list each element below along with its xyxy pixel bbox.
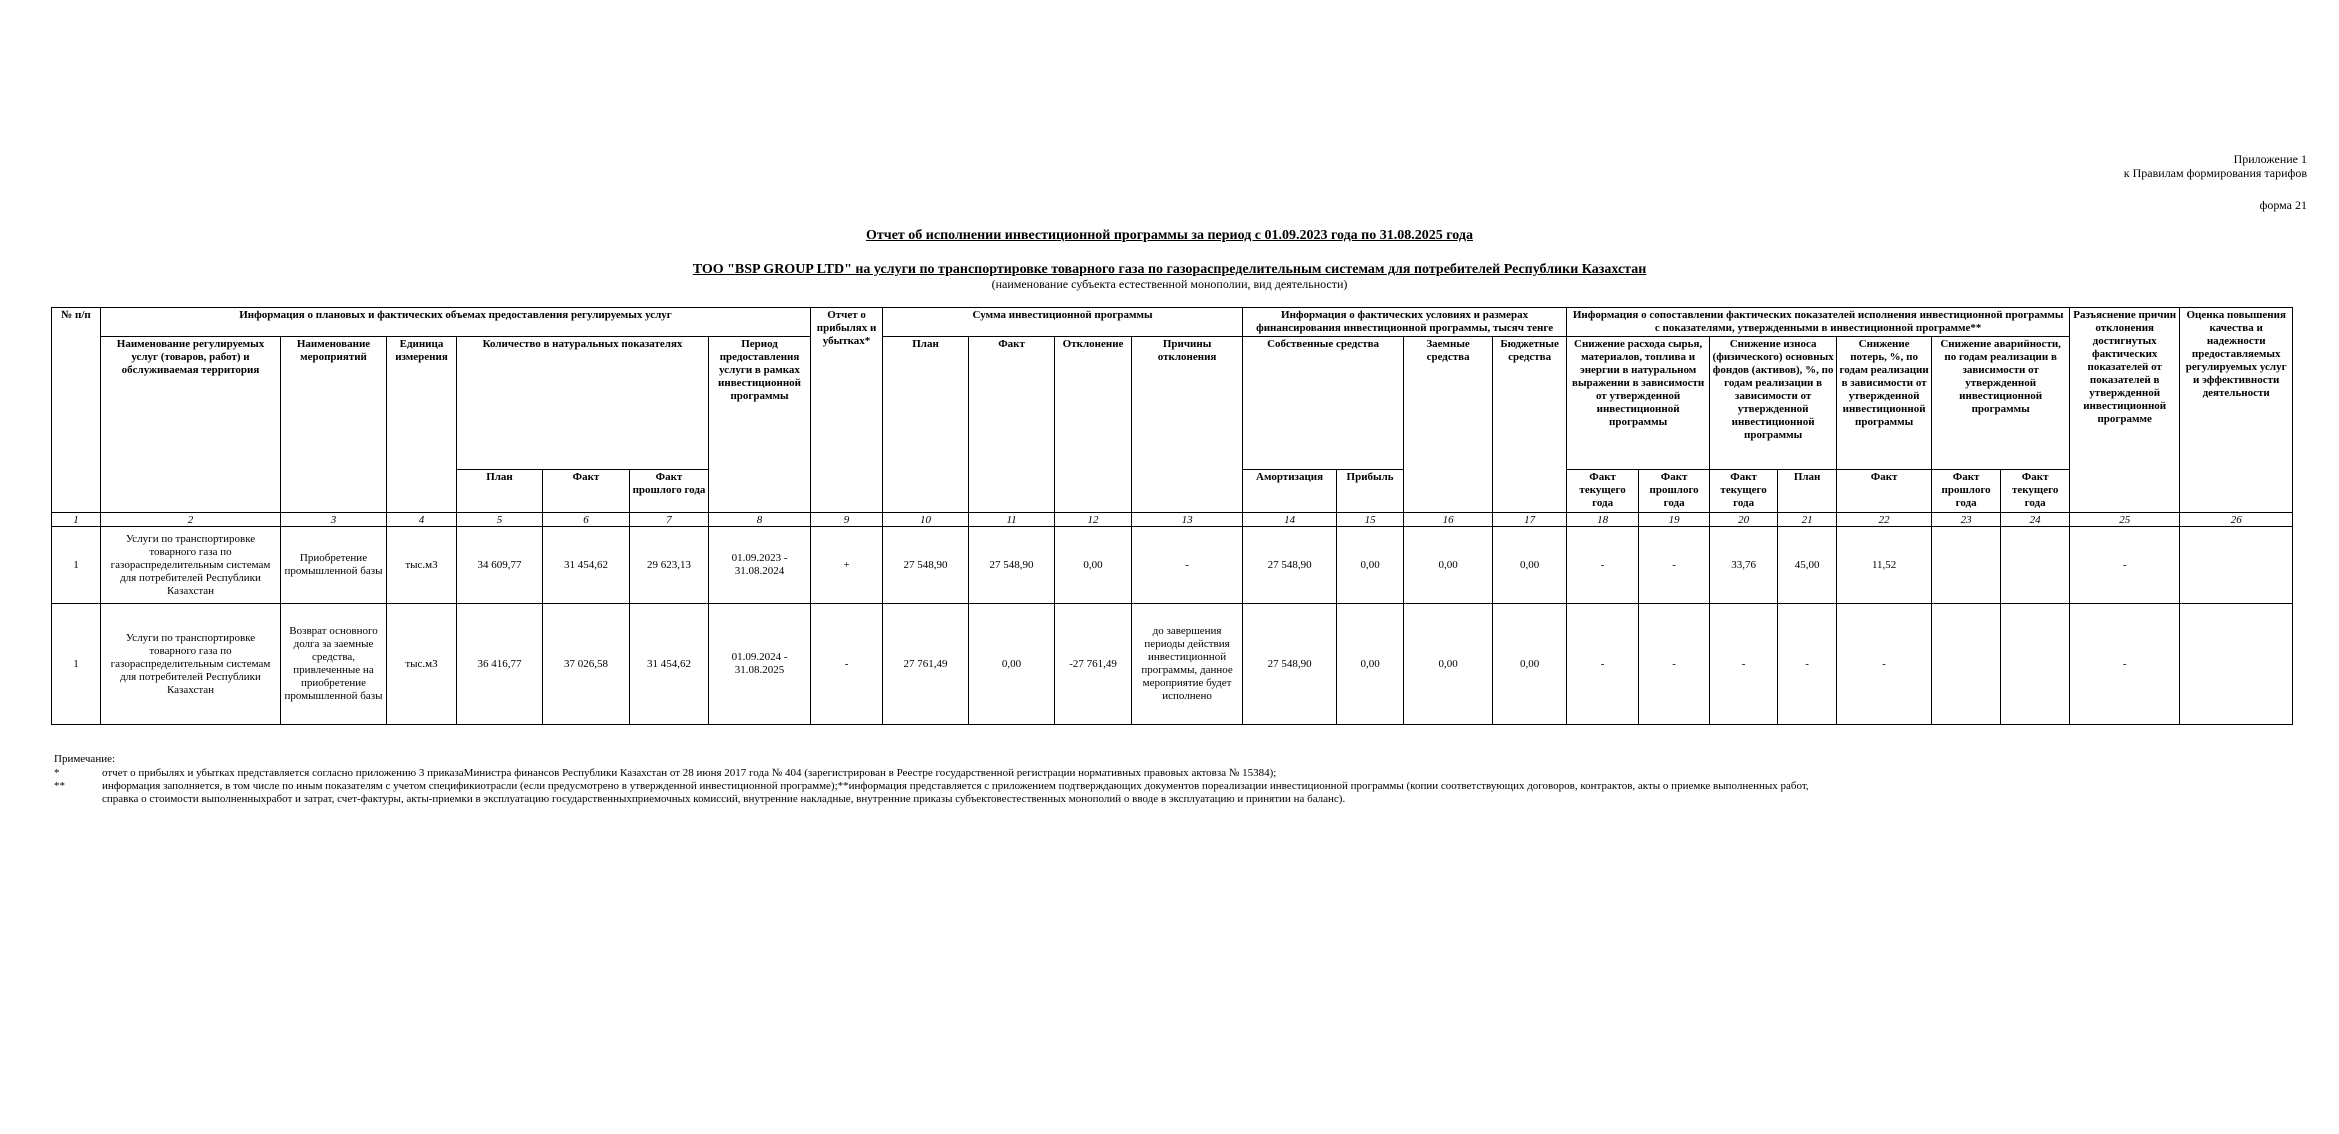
- cell-service: Услуги по транспортировке товарного газа по газораспределительным системам для потребителей Республики Казахстан: [101, 527, 281, 604]
- cell-num: 1: [52, 527, 101, 604]
- col-header-financing: Информация о фактических условиях и размерах финансирования инвестиционной программы, тысяч тенге: [1243, 308, 1567, 337]
- col-header-accident-reduction: Снижение аварийности, по годам реализации в зависимости от утвержденной инвестиционной программы: [1932, 337, 2070, 470]
- col-header-service-info: Информация о плановых и фактических объемах предоставления регулируемых услуг: [101, 308, 811, 337]
- col-header-quantity: Количество в натуральных показателях: [457, 337, 709, 470]
- column-number: 21: [1778, 513, 1837, 527]
- form-number: форма 21: [2259, 198, 2307, 212]
- col-header-fact: Факт: [969, 337, 1055, 513]
- column-number: 16: [1404, 513, 1493, 527]
- col-header-sum: Сумма инвестиционной программы: [883, 308, 1243, 337]
- cell-amortization: 27 548,90: [1243, 527, 1337, 604]
- col-header-num: № п/п: [52, 308, 101, 513]
- column-number: 17: [1493, 513, 1567, 527]
- notes-label: Примечание:: [54, 753, 116, 765]
- column-number: 1: [52, 513, 101, 527]
- col-header-reasons: Разъяснение причин отклонения достигнутых фактических показателей от показателей в утвержденной инвестиционной программе: [2070, 308, 2180, 513]
- column-number: 11: [969, 513, 1055, 527]
- cell-c25: -: [2070, 604, 2180, 725]
- col-header-service: Наименование регулируемых услуг (товаров, работ) и обслуживаемая территория: [101, 337, 281, 513]
- cell-c23: [1932, 527, 2001, 604]
- col-header-c2-plan: План: [1778, 470, 1837, 513]
- cell-budget: 0,00: [1493, 604, 1567, 725]
- cell-c19: -: [1639, 527, 1710, 604]
- col-header-profit: Прибыль: [1337, 470, 1404, 513]
- column-number: 15: [1337, 513, 1404, 527]
- column-number: 20: [1710, 513, 1778, 527]
- cell-period: 01.09.2023 - 31.08.2024: [709, 527, 811, 604]
- table-row: [52, 604, 2293, 725]
- column-number: 26: [2180, 513, 2293, 527]
- col-header-loss-reduction: Снижение потерь, %, по годам реализации в зависимости от утвержденной инвестиционной программы: [1837, 337, 1932, 470]
- cell-c20: 33,76: [1710, 527, 1778, 604]
- column-number: 2: [101, 513, 281, 527]
- column-number: 18: [1567, 513, 1639, 527]
- column-number: 6: [543, 513, 630, 527]
- cell-report: +: [811, 527, 883, 604]
- cell-c21: -: [1778, 604, 1837, 725]
- cell-c22: -: [1837, 604, 1932, 725]
- column-number: 22: [1837, 513, 1932, 527]
- column-number: 4: [387, 513, 457, 527]
- col-header-qty-prev: Факт прошлого года: [630, 470, 709, 513]
- cell-report: -: [811, 604, 883, 725]
- col-header-c1-previous: Факт прошлого года: [1639, 470, 1710, 513]
- cell-qty-fact: 37 026,58: [543, 604, 630, 725]
- cell-plan: 27 548,90: [883, 527, 969, 604]
- cell-deviation-reason: -: [1132, 527, 1243, 604]
- appendix-label: Приложение 1: [2233, 152, 2307, 166]
- col-header-loan-funds: Заемные средства: [1404, 337, 1493, 513]
- cell-deviation-reason: до завершения периоды действия инвестиционной программы, данное мероприятие будет исполнено: [1132, 604, 1243, 725]
- column-number: 12: [1055, 513, 1132, 527]
- col-header-quality: Оценка повышения качества и надежности предоставляемых регулируемых услуг и эффективности деятельности: [2180, 308, 2293, 513]
- cell-fact: 27 548,90: [969, 527, 1055, 604]
- col-header-deviation: Отклонение: [1055, 337, 1132, 513]
- header-row-2: [52, 337, 2293, 470]
- note-marker: **: [54, 780, 65, 792]
- col-header-c4-previous: Факт прошлого года: [1932, 470, 2001, 513]
- cell-c18: -: [1567, 527, 1639, 604]
- cell-qty-fact: 31 454,62: [543, 527, 630, 604]
- col-header-event: Наименование мероприятий: [281, 337, 387, 513]
- table-row: [52, 527, 2293, 604]
- col-header-amortization: Амортизация: [1243, 470, 1337, 513]
- column-number: 8: [709, 513, 811, 527]
- report-title: Отчет об исполнении инвестиционной программы за период с 01.09.2023 года по 31.08.2025 года: [866, 228, 1473, 243]
- note-marker: *: [54, 767, 60, 779]
- col-header-plan: План: [883, 337, 969, 513]
- column-number: 14: [1243, 513, 1337, 527]
- cell-c22: 11,52: [1837, 527, 1932, 604]
- col-header-period: Период предоставления услуги в рамках инвестиционной программы: [709, 337, 811, 513]
- cell-fact: 0,00: [969, 604, 1055, 725]
- cell-loan: 0,00: [1404, 604, 1493, 725]
- col-header-c4-current: Факт текущего года: [2001, 470, 2070, 513]
- col-header-c2-current: Факт текущего года: [1710, 470, 1778, 513]
- cell-amortization: 27 548,90: [1243, 604, 1337, 725]
- notes-section: [54, 753, 1842, 806]
- cell-loan: 0,00: [1404, 527, 1493, 604]
- column-number: 5: [457, 513, 543, 527]
- cell-qty-plan: 34 609,77: [457, 527, 543, 604]
- cell-c26: [2180, 527, 2293, 604]
- note-text: отчет о прибылях и убытках представляется согласно приложению 3 приказаМинистра финансов Республики Казахстан от 28 июня 2017 года № 404 (зарегистрирован в Реестре государственной регистрации нормативных правовых актовза № 15384);: [102, 767, 1277, 779]
- column-number: 10: [883, 513, 969, 527]
- cell-qty-prev: 29 623,13: [630, 527, 709, 604]
- cell-deviation: 0,00: [1055, 527, 1132, 604]
- cell-plan: 27 761,49: [883, 604, 969, 725]
- cell-c24: [2001, 604, 2070, 725]
- cell-c21: 45,00: [1778, 527, 1837, 604]
- rules-label: к Правилам формирования тарифов: [2123, 166, 2307, 180]
- col-header-resource-reduction: Снижение расхода сырья, материалов, топлива и энергии в натуральном выражении в зависимости от утвержденной инвестиционной программы: [1567, 337, 1710, 470]
- note-item: [54, 780, 1842, 806]
- note-item: [54, 767, 1842, 780]
- company-title: ТОО "BSP GROUP LTD" на услуги по транспортировке товарного газа по газораспределительным системам для потребителей Республики Казахстан: [692, 262, 1647, 277]
- cell-num: 1: [52, 604, 101, 725]
- col-header-report: Отчет о прибылях и убытках*: [811, 308, 883, 513]
- company-caption: (наименование субъекта естественной монополии, вид деятельности): [991, 277, 1348, 291]
- col-header-budget-funds: Бюджетные средства: [1493, 337, 1567, 513]
- note-text: информация заполняется, в том числе по иным показателям с учетом спецификиотрасли (если предусмотрено в утвержденной инвестиционной программе);**информация представляется с приложением подтверждающих документов пореализации инвестиционной программы (копии соответствующих договоров, контрактов, акты о приемке выполненных работ, справка о стоимости выполненныхработ и затрат, счет-фактуры, акты-приемки в эксплуатацию государственныхприемочных комиссий, внутренние накладные, внутренние приказы субъектовестественных монополий о вводе в эксплуатацию и принятии на баланс).: [102, 780, 1809, 805]
- col-header-deviation-reason: Причины отклонения: [1132, 337, 1243, 513]
- col-header-c3-fact: Факт: [1837, 470, 1932, 513]
- cell-deviation: -27 761,49: [1055, 604, 1132, 725]
- cell-budget: 0,00: [1493, 527, 1567, 604]
- column-number: 24: [2001, 513, 2070, 527]
- col-header-qty-fact: Факт: [543, 470, 630, 513]
- cell-qty-prev: 31 454,62: [630, 604, 709, 725]
- cell-c20: -: [1710, 604, 1778, 725]
- cell-profit: 0,00: [1337, 527, 1404, 604]
- cell-unit: тыс.м3: [387, 527, 457, 604]
- cell-c19: -: [1639, 604, 1710, 725]
- column-number: 23: [1932, 513, 2001, 527]
- cell-c24: [2001, 527, 2070, 604]
- column-number: 3: [281, 513, 387, 527]
- col-header-c1-current: Факт текущего года: [1567, 470, 1639, 513]
- col-header-comparison: Информация о сопоставлении фактических показателей исполнения инвестиционной программы с показателями, утвержденными в инвестиционной программе**: [1567, 308, 2070, 337]
- cell-event: Приобретение промышленной базы: [281, 527, 387, 604]
- column-number: 9: [811, 513, 883, 527]
- cell-unit: тыс.м3: [387, 604, 457, 725]
- cell-c23: [1932, 604, 2001, 725]
- column-number: 13: [1132, 513, 1243, 527]
- column-number: 7: [630, 513, 709, 527]
- cell-event: Возврат основного долга за заемные средства, привлеченные на приобретение промышленной базы: [281, 604, 387, 725]
- col-header-qty-plan: План: [457, 470, 543, 513]
- cell-period: 01.09.2024 - 31.08.2025: [709, 604, 811, 725]
- cell-service: Услуги по транспортировке товарного газа по газораспределительным системам для потребителей Республики Казахстан: [101, 604, 281, 725]
- cell-c18: -: [1567, 604, 1639, 725]
- cell-c25: -: [2070, 527, 2180, 604]
- cell-c26: [2180, 604, 2293, 725]
- column-number-row: [52, 513, 2293, 527]
- header-row-1: [52, 308, 2293, 337]
- col-header-wear-reduction: Снижение износа (физического) основных фондов (активов), %, по годам реализации в зависимости от утвержденной инвестиционной программы: [1710, 337, 1837, 470]
- col-header-own-funds: Собственные средства: [1243, 337, 1404, 470]
- col-header-unit: Единица измерения: [387, 337, 457, 513]
- cell-profit: 0,00: [1337, 604, 1404, 725]
- column-number: 19: [1639, 513, 1710, 527]
- investment-report-table: [51, 307, 2293, 725]
- column-number: 25: [2070, 513, 2180, 527]
- cell-qty-plan: 36 416,77: [457, 604, 543, 725]
